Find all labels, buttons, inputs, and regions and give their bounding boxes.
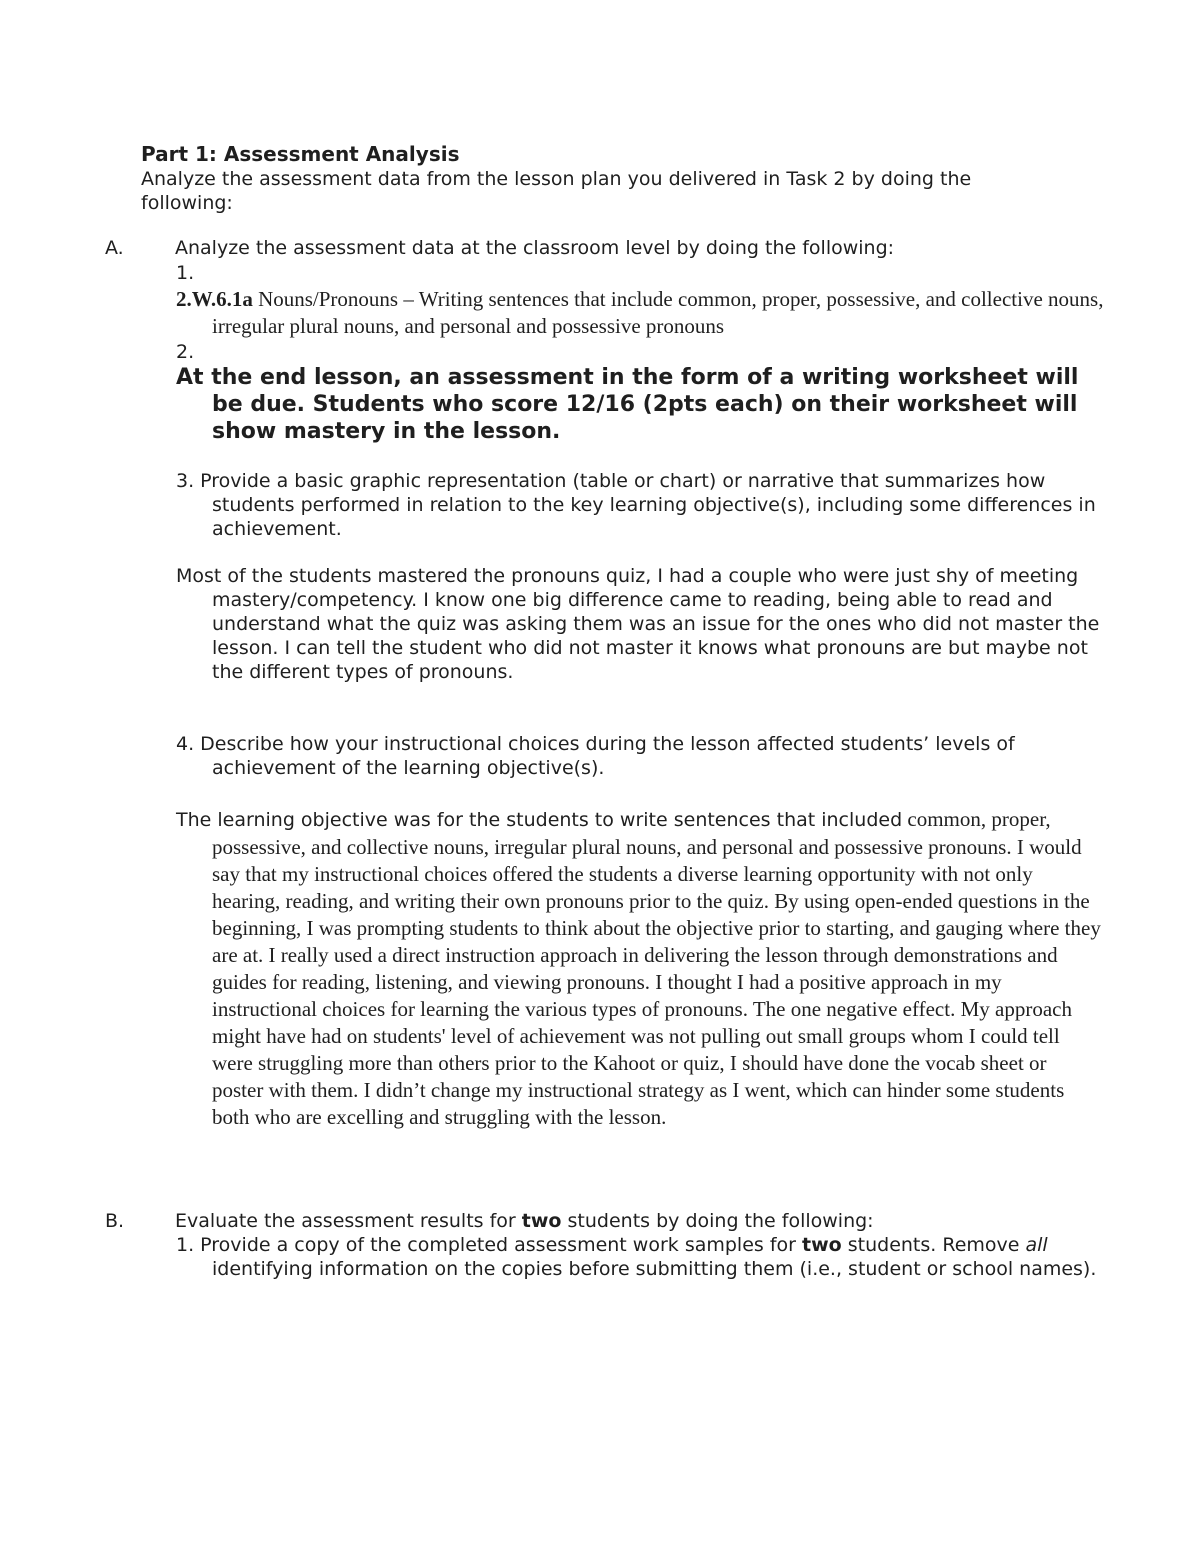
section-b-text-before: Evaluate the assessment results for xyxy=(175,1210,522,1232)
standard-code: 2.W.6.1a xyxy=(176,287,253,311)
item-4-answer-lead: The learning objective was for the students to write sentences that included xyxy=(176,809,903,831)
intro-paragraph: Analyze the assessment data from the lesson plan you delivered in Task 2 by doing the following: xyxy=(141,168,972,214)
section-b-label: B. xyxy=(105,1210,125,1232)
section-a-text: Analyze the assessment data at the classroom level by doing the following: xyxy=(175,237,895,259)
b-item-1-mid: students. Remove xyxy=(841,1234,1026,1256)
section-a-heading xyxy=(105,236,1117,260)
b-item-1-bold: two xyxy=(802,1234,842,1256)
standard-text: Nouns/Pronouns – Writing sentences that include common, proper, possessive, and collective nouns, irregular plural nouns, and personal and possessive pronouns xyxy=(212,287,1104,338)
item-3-answer: Most of the students mastered the pronouns quiz, I had a couple who were just shy of meeting mastery/competency. I know one big difference came to reading, being able to read and understand what the quiz was asking them was an issue for the ones who did not master the lesson. I can tell the student who did not master it knows what pronouns are but maybe not the different types of pronouns. xyxy=(176,565,1100,683)
section-b-text-after: students by doing the following: xyxy=(561,1210,874,1232)
section-b-item-1 xyxy=(176,1233,1112,1281)
item-4-prompt: 4. Describe how your instructional choices during the lesson affected students’ levels of achievement of the learning objective(s). xyxy=(176,733,1015,779)
b-item-1-italic: all xyxy=(1025,1234,1048,1256)
b-item-1-after: identifying information on the copies before submitting them (i.e., student or school names). xyxy=(212,1258,1097,1280)
section-b-text-bold: two xyxy=(521,1210,562,1232)
item-1-number: 1. xyxy=(176,262,195,284)
item-3-prompt: 3. Provide a basic graphic representation (table or chart) or narrative that summarizes how students performed in relation to the key learning objective(s), including some differences in achievement. xyxy=(176,470,1096,540)
part-title: Part 1: Assessment Analysis xyxy=(141,142,460,166)
section-a-label: A. xyxy=(105,237,124,259)
item-4-answer xyxy=(176,806,1102,1131)
item-2-answer: At the end lesson, an assessment in the form of a writing worksheet will be due. Students who score 12/16 (2pts each) on their worksheet will show mastery in the lesson. xyxy=(176,365,1079,444)
standard-paragraph xyxy=(176,286,1112,340)
item-4-answer-rest: common, proper, possessive, and collective nouns, irregular plural nouns, and personal and possessive pronouns. I would say that my instructional choices offered the students a diverse learning opportunity with not only hearing, reading, and writing their own pronouns prior to the quiz. By using open-ended questions in the beginning, I was prompting students to think about the objective prior to starting, and gauging where they are at. I really used a direct instruction approach in delivering the lesson through demonstrations and guides for reading, listening, and viewing pronouns. I thought I had a positive approach in my instructional choices for learning the various types of pronouns. The one negative effect. My approach might have had on students' level of achievement was not pulling out small groups whom I could tell were struggling more than others prior to the Kahoot or quiz, I should have done the vocab sheet or poster with them. I didn’t change my instructional strategy as I went, which can hinder some students both who are excelling and struggling with the lesson. xyxy=(212,807,1101,1129)
item-2-number: 2. xyxy=(176,341,195,363)
section-b-heading xyxy=(105,1209,1117,1233)
b-item-1-before: 1. Provide a copy of the completed assessment work samples for xyxy=(176,1234,802,1256)
